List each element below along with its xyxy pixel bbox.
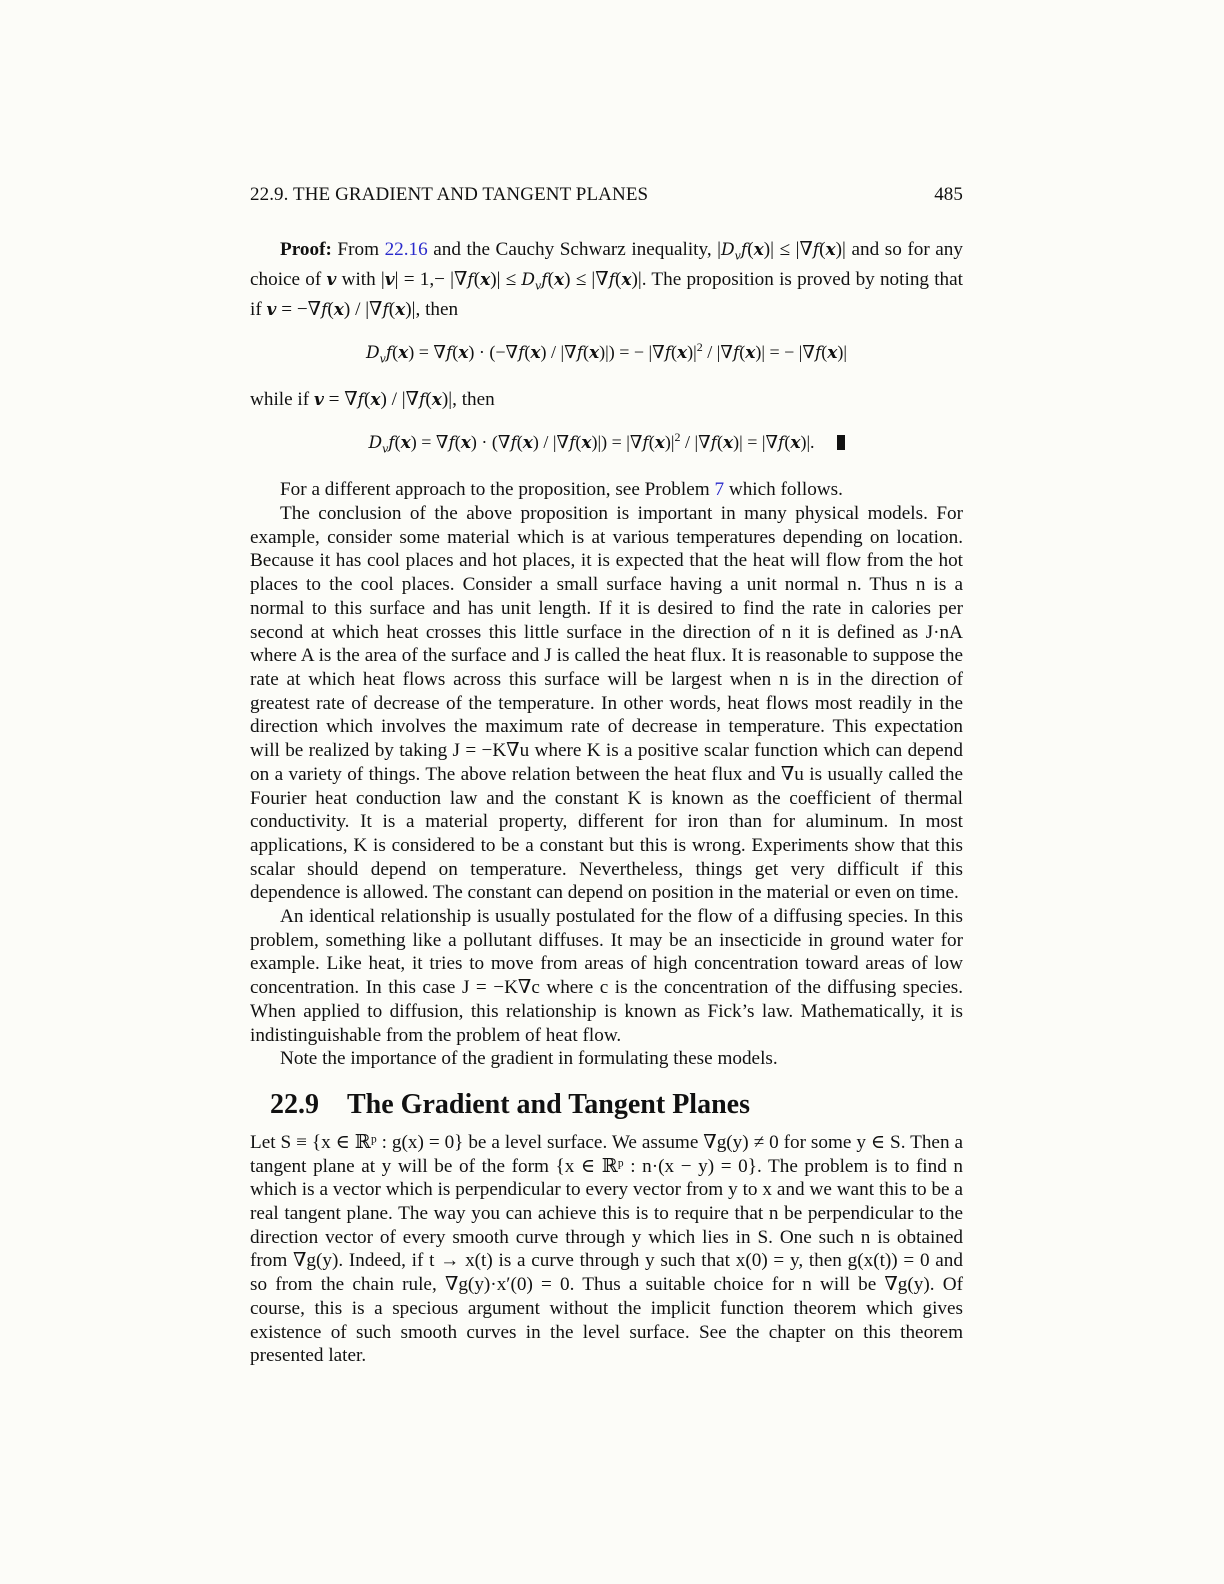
page-number: 485	[934, 184, 963, 205]
heat-paragraph: The conclusion of the above proposition is important in many physical models. For example, consider some material which is at various temperatures depending on location. Because it has cool places and hot places, it is expected that the heat will flow from the hot places to the cool places. Consider a small surface having a unit normal n. Thus n is a normal to this surface and has unit length. If it is desired to find the rate in calories per second at which heat crosses this little surface in the direction of n it is defined as J·nA where A is the area of the surface and J is called the heat flux. It is reasonable to suppose the rate at which heat flows across this surface will be largest when n is in the direction of greatest rate of decrease of the temperature. In other words, heat flows most readily in the direction which involves the maximum rate of decrease in temperature. This expectation will be realized by taking J = −K∇u where K is a positive scalar function which can depend on a variety of things. The above relation between the heat flux and ∇u is usually called the Fourier heat conduction law and the constant K is known as the coefficient of thermal conductivity. It is a material property, different for iron than for aluminum. In most applications, K is considered to be a constant but this is wrong. Experiments show that this scalar should depend on temperature. Nevertheless, things get very difficult if this dependence is allowed. The constant can depend on position in the material or even on time.	[250, 503, 963, 904]
section-paragraph: Let S ≡ {x ∈ ℝᵖ : g(x) = 0} be a level surface. We assume ∇g(y) ≠ 0 for some y ∈ S. Then a tangent plane at y will be of the form {x ∈ ℝᵖ : n·(x − y) = 0}. The problem is to find n which is a vector which is perpendicular to every vector from y to x and we want this to be a real tangent plane. The way you can achieve this is to require that n be perpendicular to the direction vector of every smooth curve through y which lies in S. One such n is obtained from ∇g(y). Indeed, if t → x(t) is a curve through y such that x(0) = y, then g(x(t)) = 0 and so from the chain rule, ∇g(y)·x′(0) = 0. Thus a suitable choice for n will be ∇g(y). Of course, this is a specious argument without the implicit function theorem which gives existence of such smooth curves in the level surface. See the chapter on this theorem presented later.	[250, 1131, 963, 1367]
approach-paragraph: For a different approach to the proposition, see Problem 7 which follows.	[280, 479, 843, 501]
body-text	[250, 238, 963, 1368]
section-heading	[270, 1087, 963, 1123]
proof-paragraph: Proof: From 22.16 and the Cauchy Schwarz inequality, $|D_vf(x)| \le |\nabla f(x)|$ and so for any choice of v with $|v| = 1,- |\nabla f(x)| \le D_vf(x) \le |\nabla f(x)|$. The proposition is proved by noting that if v = −∇f(x) / |∇f(x)|, then	[250, 239, 963, 321]
equation-2: $D_vf(x) = \nabla f(x) \cdot (\nabla f(x) / |\nabla f(x)|) = |\nabla f(x)|^2 / |\nabla f(x)| = |\nabla f(x)|$.	[250, 427, 963, 464]
section-title: The Gradient and Tangent Planes	[347, 1088, 750, 1120]
equation-1: $D_vf(x) = \nabla f(x) \cdot (-\nabla f(x) / |\nabla f(x)|)$ = − $|\nabla f(x)|^2 / |\nabla f(x)|$ = − |∇f(x)|	[365, 339, 848, 366]
qed-symbol	[837, 435, 845, 450]
equation-ref-link[interactable]: 22.16	[384, 239, 428, 260]
note-paragraph: Note the importance of the gradient in formulating these models.	[280, 1048, 778, 1070]
section-number: 22.9	[270, 1088, 319, 1120]
running-header	[250, 182, 963, 208]
page	[250, 182, 963, 1368]
proof-label: Proof:	[280, 239, 332, 260]
problem-ref-link[interactable]: 7	[714, 479, 725, 501]
while-line: while if v = ∇f(x) / |∇f(x)|, then	[250, 389, 495, 411]
diffusion-paragraph: An identical relationship is usually postulated for the flow of a diffusing species. In this problem, something like a pollutant diffuses. It may be an insecticide in ground water for example. Like heat, it tries to move from areas of high concentration toward areas of low concentration. In this case J = −K∇c where c is the concentration of the diffusing species. When applied to diffusion, this relationship is known as Fick’s law. Mathematically, it is indistinguishable from the problem of heat flow.	[250, 906, 963, 1046]
running-title: 22.9. THE GRADIENT AND TANGENT PLANES	[250, 184, 649, 205]
